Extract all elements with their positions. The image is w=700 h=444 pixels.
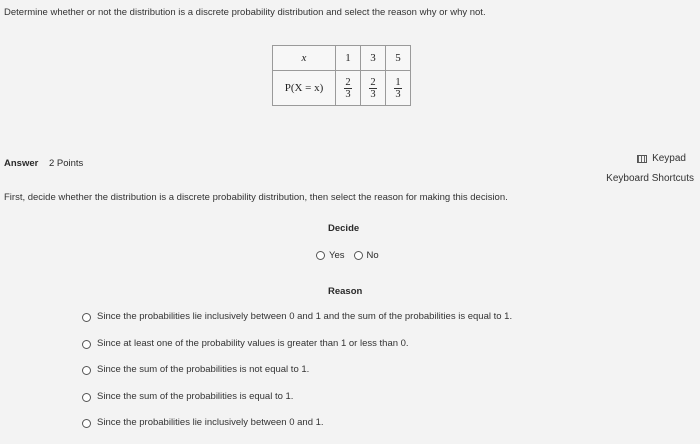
fraction-denominator: 3 [370, 89, 376, 100]
fraction [394, 77, 401, 100]
option-label: Yes [329, 250, 345, 261]
instructions-text: First, decide whether the distribution is a discrete probability distribution, then select the reason for making this decision. [4, 192, 508, 203]
decide-label: Decide [328, 223, 360, 234]
x-value: 3 [361, 46, 386, 71]
reason-option[interactable] [82, 311, 512, 338]
fraction-denominator: 3 [395, 89, 401, 100]
radio-button[interactable] [82, 393, 91, 402]
radio-button[interactable] [82, 366, 91, 375]
option-label: Since the probabilities lie inclusively between 0 and 1. [97, 417, 324, 428]
keypad-label: Keypad [652, 153, 686, 164]
fraction-numerator: 2 [345, 77, 351, 88]
fraction-numerator: 1 [395, 77, 401, 88]
probability-value [336, 71, 361, 106]
probability-header: P(X = x) [273, 71, 336, 106]
table-row-x [273, 46, 411, 71]
x-value: 5 [386, 46, 411, 71]
points-label: 2 Points [48, 158, 84, 169]
radio-button[interactable] [82, 340, 91, 349]
radio-button[interactable] [316, 251, 325, 260]
question-text: Determine whether or not the distribution is a discrete probability distribution and select the reason why or why not. [4, 7, 486, 18]
distribution-table [272, 45, 411, 106]
option-label: Since the probabilities lie inclusively between 0 and 1 and the sum of the probabilities is equal to 1. [97, 311, 513, 322]
radio-button[interactable] [82, 313, 91, 322]
fraction-denominator: 3 [345, 89, 351, 100]
table-row-probability [273, 71, 411, 106]
option-label: No [366, 250, 379, 261]
answer-label: Answer [4, 158, 39, 169]
fraction [369, 77, 376, 100]
probability-value [361, 71, 386, 106]
reason-options [82, 311, 512, 444]
decide-option-yes[interactable] [316, 250, 345, 261]
fraction-numerator: 2 [370, 77, 376, 88]
answer-header [4, 158, 83, 169]
radio-button[interactable] [354, 251, 363, 260]
x-value: 1 [336, 46, 361, 71]
keyboard-shortcuts-link[interactable]: Keyboard Shortcuts [606, 173, 694, 184]
option-label: Since the sum of the probabilities is not equal to 1. [97, 364, 310, 375]
option-label: Since the sum of the probabilities is equal to 1. [97, 390, 294, 402]
x-header: x [273, 46, 336, 71]
reason-option[interactable] [82, 391, 512, 418]
keyboard-icon [637, 155, 647, 163]
reason-option[interactable] [82, 338, 512, 365]
fraction [344, 77, 351, 100]
probability-value [386, 71, 411, 106]
decide-option-no[interactable] [354, 250, 379, 261]
radio-button[interactable] [82, 419, 91, 428]
reason-label: Reason [328, 286, 363, 297]
reason-option[interactable] [82, 417, 512, 444]
option-label: Since at least one of the probability values is greater than 1 or less than 0. [97, 337, 409, 349]
reason-option[interactable] [82, 364, 512, 391]
keypad-button[interactable] [637, 153, 686, 164]
decide-options [316, 250, 388, 261]
